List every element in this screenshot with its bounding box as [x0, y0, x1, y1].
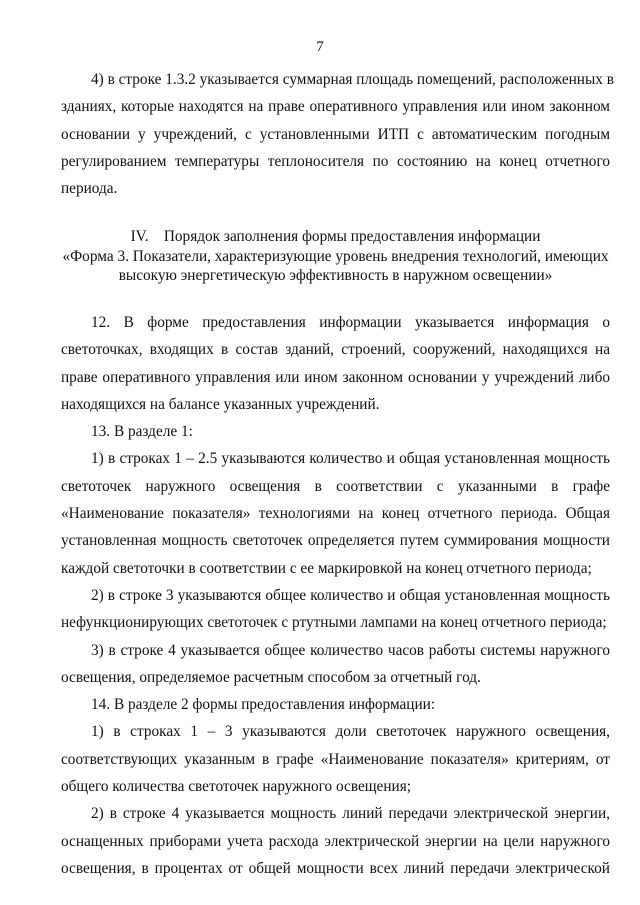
- text-line: периода.: [61, 180, 118, 198]
- text-line: 2) в строке 4 указывается мощность линий передачи электрической энергии,: [91, 805, 610, 823]
- paragraph-13-item-1: [61, 445, 610, 581]
- section-title: IV. Порядок заполнения формы предоставления информации: [130, 228, 541, 246]
- text-line: установленная мощность светоточек определяется путем суммирования мощности: [61, 532, 610, 550]
- paragraph-13-item-3: [61, 637, 610, 692]
- page-number: 7: [316, 39, 324, 55]
- text-line: общего количества светоточек наружного освещения;: [61, 778, 411, 796]
- section-subtitle: «Форма 3. Показатели, характеризующие уровень внедрения технологий, имеющих: [62, 247, 609, 265]
- paragraph-13: [61, 418, 610, 445]
- text-line: светоточках, входящих в состав зданий, строений, сооружений, находящихся на: [61, 341, 610, 359]
- text-line: 1) в строках 1 – 2.5 указываются количество и общая установленная мощность: [91, 450, 610, 468]
- text-line: освещения, определяемое расчетным способом за отчетный год.: [61, 668, 481, 686]
- paragraph-14-item-1: [61, 718, 610, 800]
- text-line: освещения, в процентах от общей мощности всех линий передачи электрической: [61, 859, 610, 877]
- text-line: основании у учреждений, с установленными ИТП с автоматическим погодным: [61, 125, 610, 143]
- text-line: праве оперативного управления или ином законном основании у учреждений либо: [61, 368, 610, 386]
- document-body: [61, 66, 614, 882]
- paragraph-13-item-2: [61, 582, 610, 637]
- text-line: зданиях, которые находятся на праве оперативного управления или ином законном: [61, 98, 610, 116]
- text-line: «Наименование показателя» технологиями на конец отчетного периода. Общая: [61, 505, 610, 523]
- text-line: соответствующих указанным в графе «Наименование показателя» критериям, от: [61, 750, 610, 768]
- paragraph-12: [61, 309, 610, 418]
- text-line: находящихся на балансе указанных учреждений.: [61, 395, 380, 413]
- paragraph-14: [61, 691, 610, 718]
- text-line: 2) в строке 3 указываются общее количество и общая установленная мощность: [91, 586, 610, 604]
- text-line: 3) в строке 4 указывается общее количество часов работы системы наружного: [91, 641, 610, 659]
- paragraph-14-item-2: [61, 800, 610, 882]
- text-line: нефункционирующих светоточек с ртутными лампами на конец отчетного периода;: [61, 614, 607, 632]
- paragraph-4: [61, 66, 614, 202]
- section-heading: [61, 227, 610, 286]
- text-line: регулированием температуры теплоносителя по состоянию на конец отчетного: [61, 152, 610, 170]
- text-line: 14. В разделе 2 формы предоставления информации:: [91, 696, 436, 714]
- text-line: 12. В форме предоставления информации указывается информация о: [91, 313, 610, 331]
- text-line: светоточек наружного освещения в соответствии с указанными в графе: [61, 477, 610, 495]
- text-line: 13. В разделе 1:: [91, 423, 193, 441]
- text-line: 1) в строках 1 – 3 указываются доли светоточек наружного освещения,: [91, 723, 610, 741]
- text-line: 4) в строке 1.3.2 указывается суммарная площадь помещений, расположенных в: [91, 71, 614, 88]
- section-subtitle: высокую энергетическую эффективность в наружном освещении»: [118, 267, 553, 285]
- text-line: каждой светоточки в соответствии с ее маркировкой на конец отчетного периода;: [61, 559, 592, 577]
- text-line: оснащенных приборами учета расхода электрической энергии на цели наружного: [61, 832, 610, 850]
